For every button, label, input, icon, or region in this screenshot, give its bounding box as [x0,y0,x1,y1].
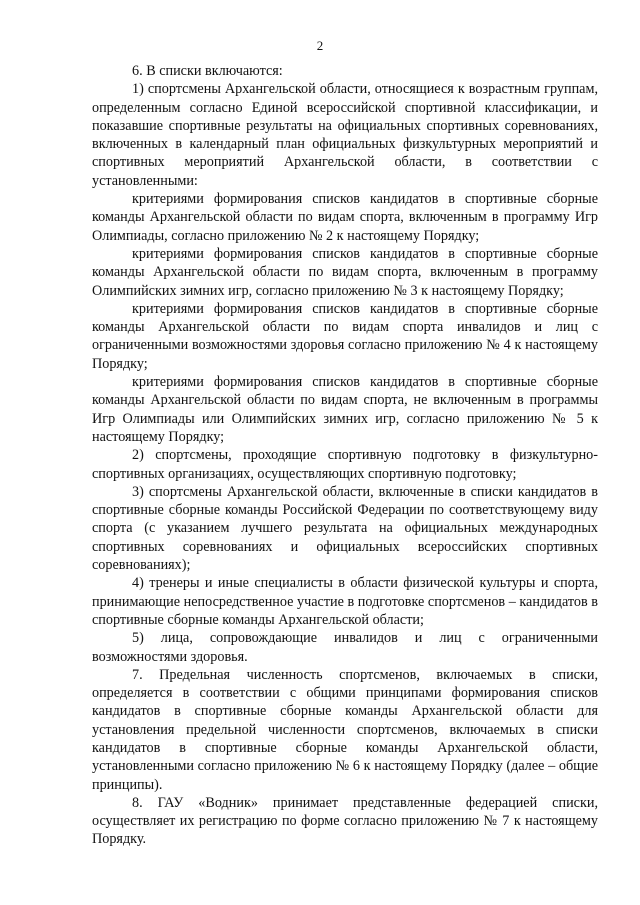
paragraph-6-item-2: 2) спортсмены, проходящие спортивную подготовку в физкультурно-спортивных организациях, осуществляющих спортивную подготовку; [92,447,598,482]
criteria-disabled-sports: критериями формирования списков кандидатов в спортивные сборные команды Архангельской области по видам спорта инвалидов и лиц с ограниченными возможностями здоровья согласно приложению № 4 к настоящему Порядку; [92,300,598,372]
paragraph-6-item-3: 3) спортсмены Архангельской области, включенные в списки кандидатов в спортивные сборные команды Российской Федерации по соответствующему виду спорта (с указанием лучшего результата на официальных международных спортивных соревнованиях и официальных всероссийских спортивных соревнованиях); [92,483,598,574]
document-body [92,62,598,849]
paragraph-6-item-1: 1) спортсмены Архангельской области, относящиеся к возрастным группам, определенным согласно Единой всероссийской спортивной классификации, и показавшие спортивные результаты на официальных спортивных соревнованиях, включенных в календарный план официальных физкультурных мероприятий и спортивных мероприятий Архангельской области, в соответствии с установленными: [92,81,598,189]
paragraph-6-item-5: 5) лица, сопровождающие инвалидов и лиц с ограниченными возможностями здоровья. [92,630,598,665]
paragraph-6-heading: 6. В списки включаются: [132,63,283,79]
paragraph-8: 8. ГАУ «Водник» принимает представленные федерацией списки, осуществляет их регистрацию по форме согласно приложению № 7 к настоящему Порядку. [92,794,598,848]
criteria-non-olympic: критериями формирования списков кандидатов в спортивные сборные команды Архангельской области по видам спорта, не включенным в программы Игр Олимпиады или Олимпийских зимних игр, согласно приложению № 5 к настоящему Порядку; [92,374,598,445]
criteria-winter-olympics: критериями формирования списков кандидатов в спортивные сборные команды Архангельской области по видам спорта, включенным в программу Олимпийских зимних игр, согласно приложению № 3 к настоящему Порядку; [92,245,598,299]
page-number: 2 [316,38,324,53]
paragraph-7: 7. Предельная численность спортсменов, включаемых в списки, определяется в соответствии с общими принципами формирования списков кандидатов в спортивные сборные команды Архангельской области для установления предельной численности спортсменов, включаемых в списки кандидатов в спортивные сборные команды Архангельской области, установленными согласно приложению № 6 к настоящему Порядку (далее – общие принципы). [92,666,598,793]
paragraph-6-item-4: 4) тренеры и иные специалисты в области физической культуры и спорта, принимающие непосредственное участие в подготовке спортсменов – кандидатов в спортивные сборные команды Архангельской области; [92,575,598,628]
criteria-olympic-games: критериями формирования списков кандидатов в спортивные сборные команды Архангельской области по видам спорта, включенным в программу Игр Олимпиады, согласно приложению № 2 к настоящему Порядку; [92,191,598,244]
